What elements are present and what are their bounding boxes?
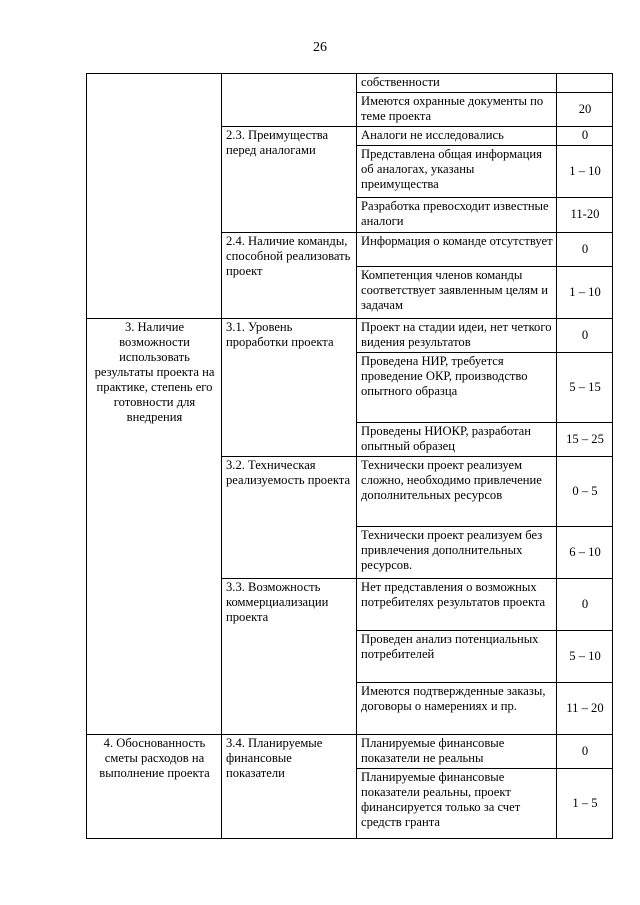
subcriterion-cell: 3.1. Уровень проработки проекта — [222, 319, 357, 457]
description-cell: Компетенция членов команды соответствует заявленным целям и задачам — [357, 267, 557, 319]
subcriterion-cell: 3.2. Техническая реализуемость проекта — [222, 457, 357, 579]
score-cell: 5 – 15 — [557, 353, 613, 423]
description-cell: Технически проект реализуем без привлечения дополнительных ресурсов. — [357, 527, 557, 579]
score-cell: 0 — [557, 319, 613, 353]
score-cell: 0 – 5 — [557, 457, 613, 527]
description-cell: Имеются подтвержденные заказы, договоры о намерениях и пр. — [357, 683, 557, 735]
description-cell: Разработка превосходит известные аналоги — [357, 198, 557, 233]
description-cell: Проведена НИР, требуется проведение ОКР, производство опытного образца — [357, 353, 557, 423]
subcriterion-cell-continued — [222, 74, 357, 127]
table-row — [87, 74, 613, 93]
description-cell: собственности — [357, 74, 557, 93]
description-cell: Проведены НИОКР, разработан опытный образец — [357, 423, 557, 457]
score-cell: 0 — [557, 579, 613, 631]
description-cell: Информация о команде отсутствует — [357, 233, 557, 267]
score-cell — [557, 74, 613, 93]
subcriterion-cell: 2.4. Наличие команды, способной реализовать проект — [222, 233, 357, 319]
criteria-table — [86, 73, 613, 839]
description-cell: Аналоги не исследовались — [357, 127, 557, 146]
score-cell: 1 – 10 — [557, 146, 613, 198]
criterion-cell: 3. Наличие возможности использовать результаты проекта на практике, степень его готовности для внедрения — [87, 319, 222, 735]
subcriterion-cell: 3.3. Возможность коммерциализации проекта — [222, 579, 357, 735]
score-cell: 11-20 — [557, 198, 613, 233]
page-number: 26 — [313, 40, 327, 55]
description-cell: Имеются охранные документы по теме проекта — [357, 93, 557, 127]
description-cell: Проведен анализ потенциальных потребителей — [357, 631, 557, 683]
criterion-cell-continued — [87, 74, 222, 319]
score-cell: 1 – 5 — [557, 769, 613, 839]
description-cell: Технически проект реализуем сложно, необходимо привлечение дополнительных ресурсов — [357, 457, 557, 527]
subcriterion-cell: 3.4. Планируемые финансовые показатели — [222, 735, 357, 839]
description-cell: Проект на стадии идеи, нет четкого видения результатов — [357, 319, 557, 353]
criterion-cell: 4. Обоснованность сметы расходов на выполнение проекта — [87, 735, 222, 839]
table-row — [87, 735, 613, 769]
description-cell: Представлена общая информация об аналогах, указаны преимущества — [357, 146, 557, 198]
score-cell: 11 – 20 — [557, 683, 613, 735]
table-row — [87, 319, 613, 353]
score-cell: 15 – 25 — [557, 423, 613, 457]
description-cell: Нет представления о возможных потребителях результатов проекта — [357, 579, 557, 631]
description-cell: Планируемые финансовые показатели не реальны — [357, 735, 557, 769]
score-cell: 20 — [557, 93, 613, 127]
score-cell: 0 — [557, 233, 613, 267]
description-cell: Планируемые финансовые показатели реальны, проект финансируется только за счет средств гранта — [357, 769, 557, 839]
score-cell: 0 — [557, 735, 613, 769]
score-cell: 5 – 10 — [557, 631, 613, 683]
score-cell: 6 – 10 — [557, 527, 613, 579]
score-cell: 1 – 10 — [557, 267, 613, 319]
subcriterion-cell: 2.3. Преимущества перед аналогами — [222, 127, 357, 233]
score-cell: 0 — [557, 127, 613, 146]
